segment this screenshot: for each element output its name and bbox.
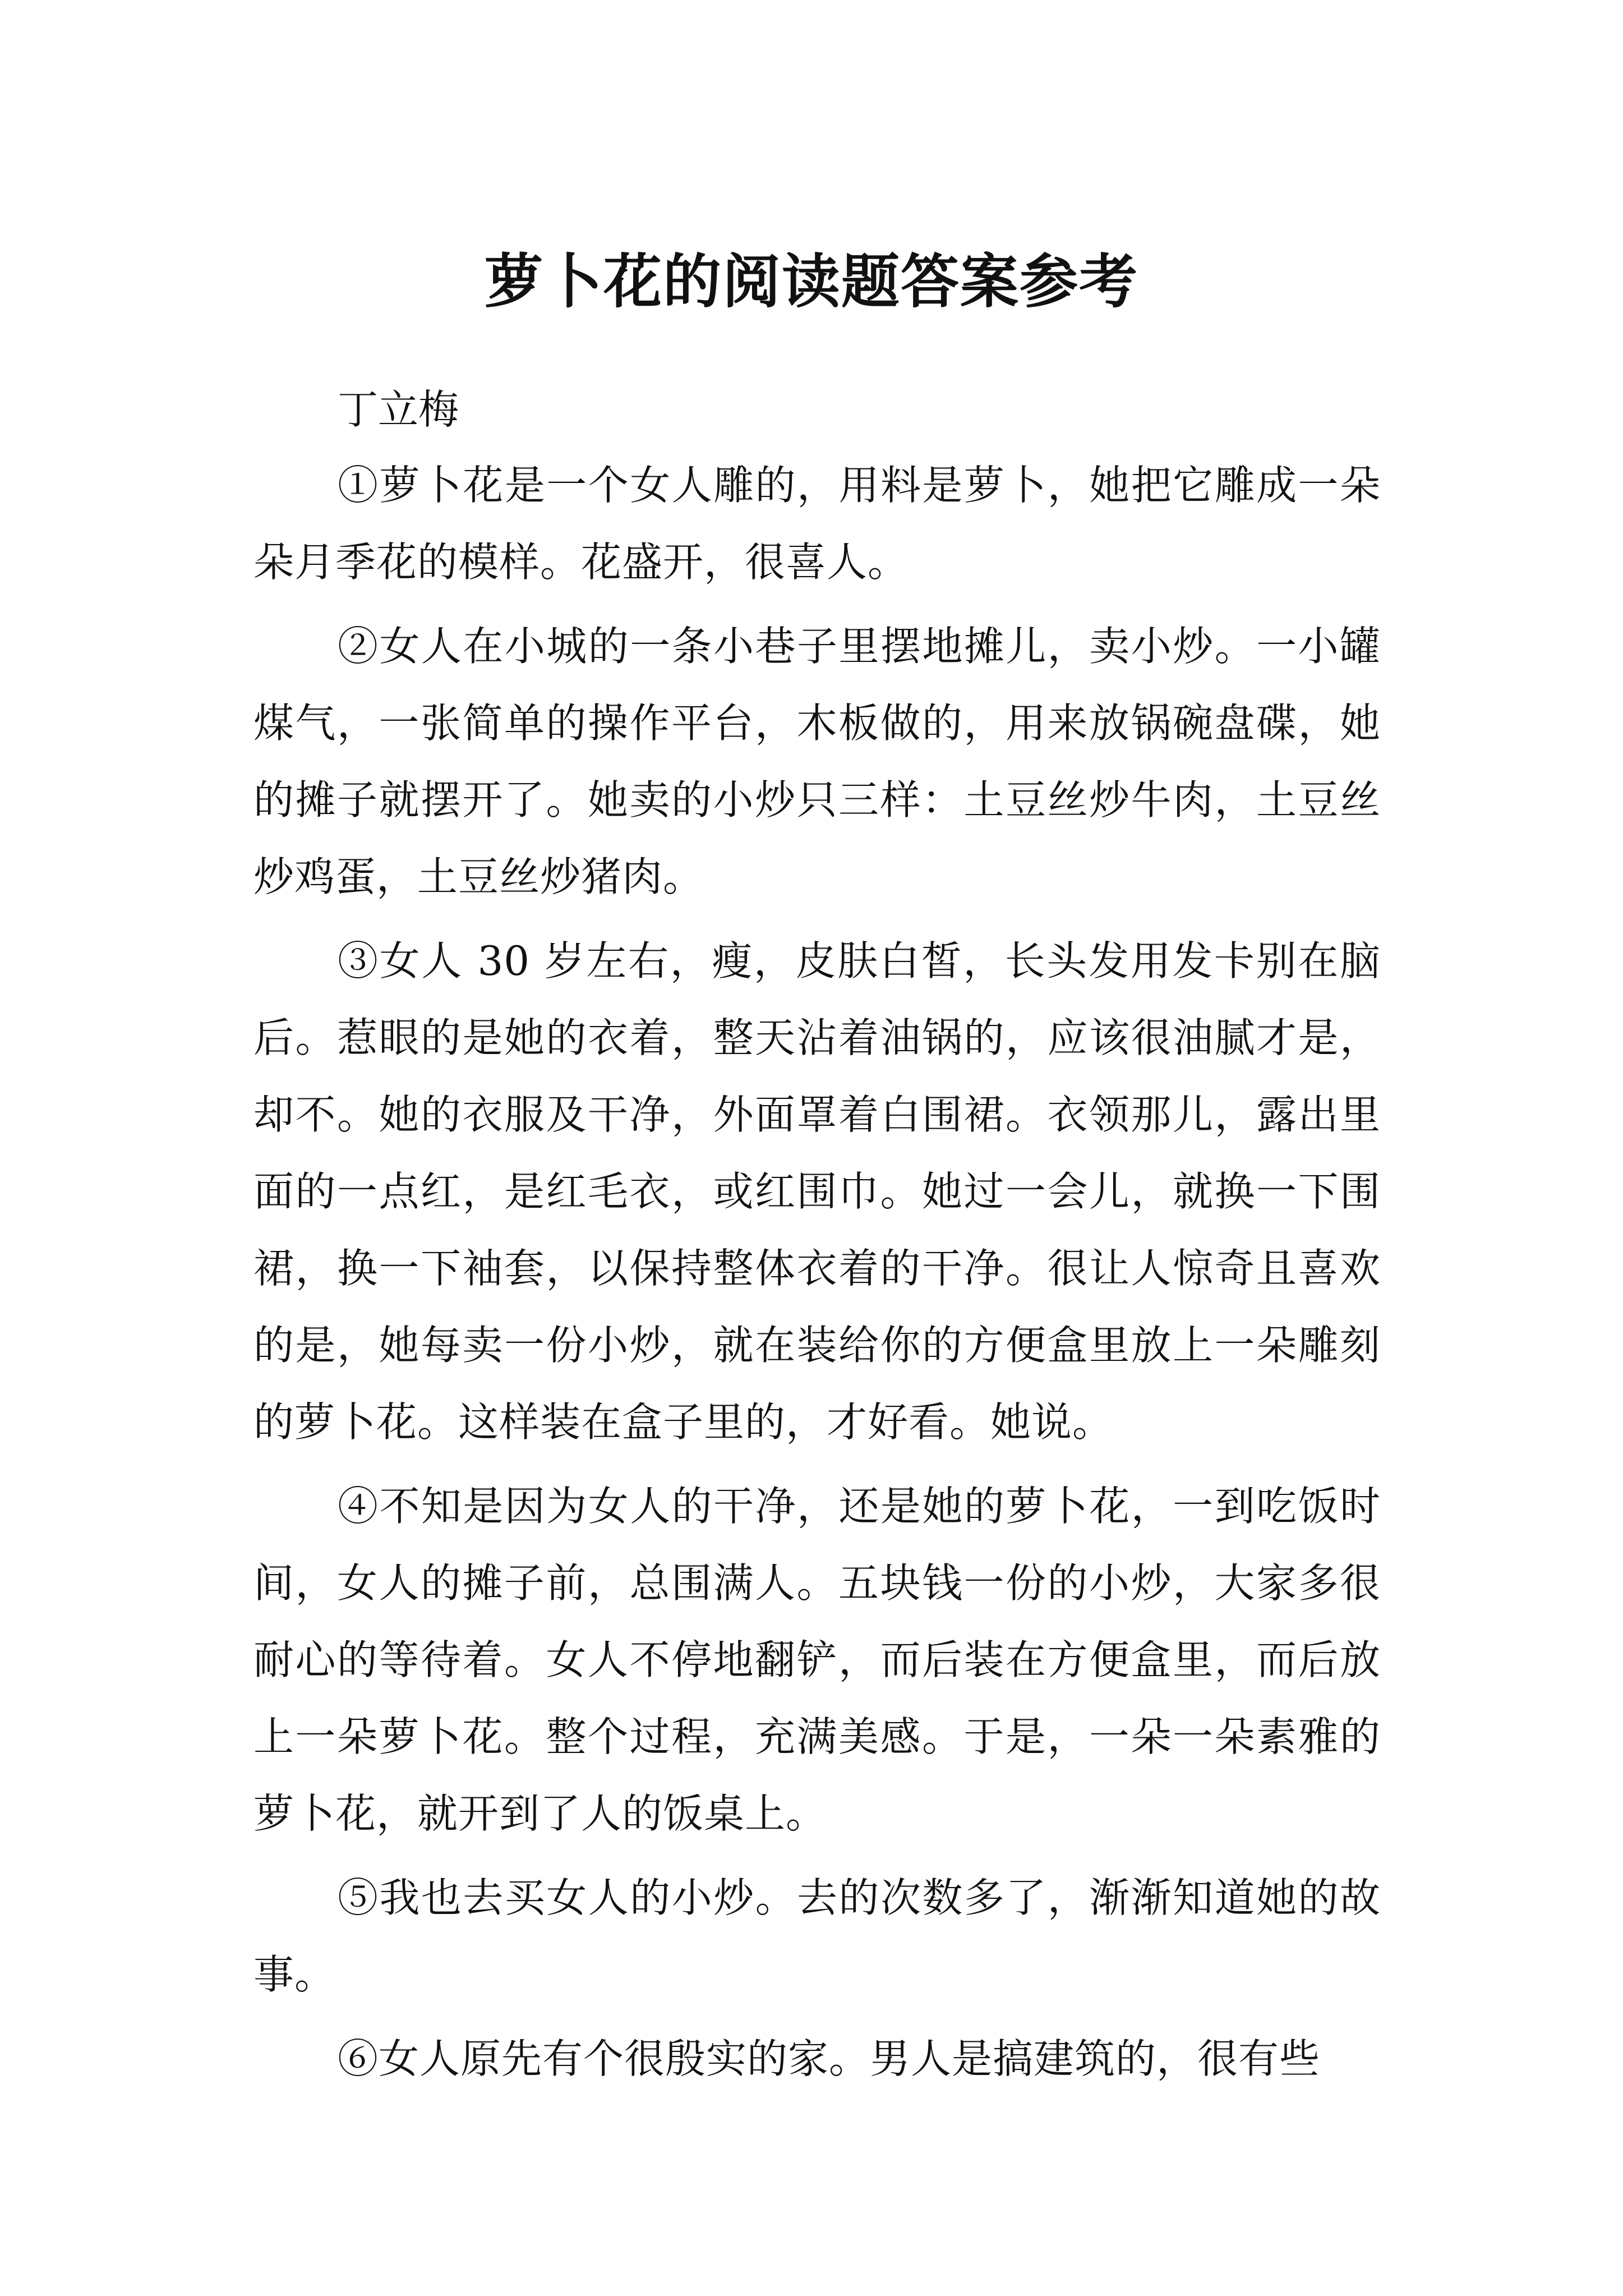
document-title: 萝卜花的阅读题答案参考 — [484, 247, 1138, 316]
paragraph-6: ⑥女人原先有个很殷实的家。男人是搞建筑的，很有些 — [338, 2035, 1321, 2082]
paragraph-5: ⑤我也去买女人的小炒。去的次数多了，渐渐知道她的故事。 — [253, 1874, 1381, 1998]
author-name: 丁立梅 — [338, 386, 459, 433]
paragraph-2: ②女人在小城的一条小巷子里摆地摊儿，卖小炒。一小罐煤气，一张简单的操作平台，木板做的，用来放锅碗盘碟，她的摊子就摆开了。她卖的小炒只三样：土豆丝炒牛肉，土豆丝炒鸡蛋，土豆丝炒猪肉。 — [253, 623, 1381, 900]
paragraph-3: ③女人 30 岁左右，瘦，皮肤白皙，长头发用发卡别在脑后。惹眼的是她的衣着，整天沾着油锅的，应该很油腻才是，却不。她的衣服及干净，外面罩着白围裙。衣领那儿，露出里面的一点红，是红毛衣，或红围巾。她过一会儿，就换一下围裙，换一下袖套，以保持整体衣着的干净。很让人惊奇且喜欢的是，她每卖一份小炒，就在装给你的方便盒里放上一朵雕刻的萝卜花。这样装在盒子里的，才好看。她说。 — [253, 937, 1381, 1446]
article-body — [253, 381, 1381, 2105]
paragraph-4: ④不知是因为女人的干净，还是她的萝卜花，一到吃饭时间，女人的摊子前，总围满人。五块钱一份的小炒，大家多很耐心的等待着。女人不停地翻铲，而后装在方便盒里，而后放上一朵萝卜花。整个过程，充满美感。于是，一朵一朵素雅的萝卜花，就开到了人的饭桌上。 — [253, 1483, 1381, 1837]
paragraph-1: ①萝卜花是一个女人雕的，用料是萝卜，她把它雕成一朵朵月季花的模样。花盛开，很喜人。 — [253, 462, 1381, 586]
